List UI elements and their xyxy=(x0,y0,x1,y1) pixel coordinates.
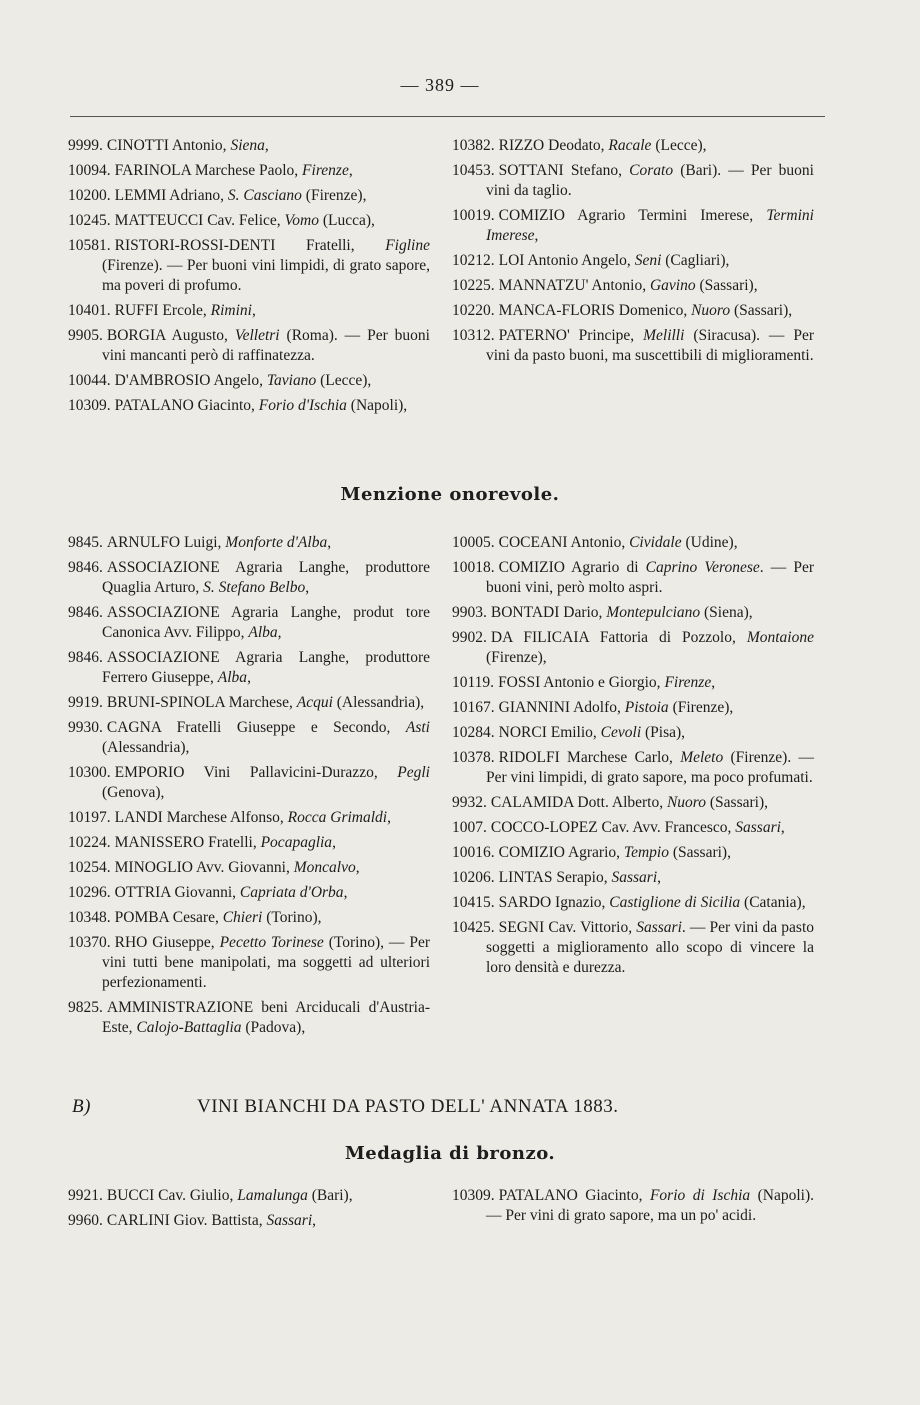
list-item xyxy=(68,808,430,828)
list-item xyxy=(68,371,430,391)
list-item xyxy=(452,868,814,888)
place-name: S. Casciano xyxy=(227,187,302,204)
entry-text: MANISSERO Fratelli, xyxy=(114,834,261,851)
place-name: Forio di Ischia xyxy=(649,1187,751,1204)
list-item xyxy=(452,818,814,838)
entry-text: SEGNI Cav. Vittorio, xyxy=(498,919,637,936)
entry-number: 10016. xyxy=(452,844,495,861)
place-name: Calojo-Battaglia xyxy=(136,1019,242,1036)
entry-number: 10415. xyxy=(452,894,495,911)
entry-text: , xyxy=(348,162,353,179)
entry-number: 10200. xyxy=(68,187,111,204)
entry-number: 10378. xyxy=(452,749,495,766)
entry-number: 10005. xyxy=(452,534,495,551)
list-item xyxy=(68,858,430,878)
entry-text: (Udine), xyxy=(681,534,738,551)
entry-text: ASSOCIAZIONE Agraria Langhe, produt tore Canonica Avv. Filippo, xyxy=(102,604,430,641)
entry-text: POMBA Cesare, xyxy=(114,909,223,926)
entry-number: 10382. xyxy=(452,137,495,154)
entry-text: MANNATZU' Antonio, xyxy=(498,277,650,294)
entry-text: PATERNO' Principe, xyxy=(498,327,644,344)
place-name: Corato xyxy=(629,162,674,179)
place-name: Rimini xyxy=(210,302,252,319)
entry-text: BONTADI Dario, xyxy=(490,604,607,621)
top-left-column xyxy=(68,136,430,421)
entry-number: 9846. xyxy=(68,559,103,576)
place-name: Firenze xyxy=(664,674,712,691)
entry-text: RISTORI-ROSSI-DENTI Fratelli, xyxy=(114,237,386,254)
entry-text: BRUNI-SPINOLA Marchese, xyxy=(106,694,297,711)
entry-number: 10044. xyxy=(68,372,111,389)
entry-text: , xyxy=(247,669,251,686)
entry-text: , xyxy=(711,674,716,691)
entry-number: 10309. xyxy=(452,1187,495,1204)
list-item xyxy=(452,673,814,693)
place-name: Asti xyxy=(405,719,430,736)
list-item xyxy=(68,998,430,1038)
entry-number: 10220. xyxy=(452,302,495,319)
list-item xyxy=(452,698,814,718)
list-item xyxy=(68,693,430,713)
entry-number: 1007. xyxy=(452,819,487,836)
place-name: Vomo xyxy=(284,212,319,229)
entry-text: ARNULFO Luigi, xyxy=(106,534,226,551)
place-name: Pegli xyxy=(397,764,430,781)
entry-text: (Lecce), xyxy=(316,372,372,389)
entry-number: 9932. xyxy=(452,794,487,811)
entry-number: 9905. xyxy=(68,327,103,344)
list-item xyxy=(68,763,430,803)
place-name: Capriata d'Orba xyxy=(239,884,344,901)
entry-number: 10224. xyxy=(68,834,111,851)
bronzo-right-column xyxy=(452,1186,814,1231)
entry-text: , xyxy=(305,579,310,596)
entry-number: 9921. xyxy=(68,1187,103,1204)
list-item xyxy=(452,558,814,598)
entry-text: (Siena), xyxy=(700,604,753,621)
entry-text: (Genova), xyxy=(102,784,165,801)
place-name: Nuoro xyxy=(691,302,731,319)
list-item xyxy=(452,628,814,668)
place-name: Rocca Grimaldi xyxy=(287,809,388,826)
entry-number: 10197. xyxy=(68,809,111,826)
menzione-heading: Menzione onorevole. xyxy=(340,484,560,505)
entry-number: 10284. xyxy=(452,724,495,741)
entry-text: (Torino), xyxy=(262,909,322,926)
entry-number: 9846. xyxy=(68,649,103,666)
place-name: Monforte d'Alba xyxy=(225,534,328,551)
entry-text: (Catania), xyxy=(740,894,806,911)
entry-text: (Roma). — Per buoni vini mancanti però di raffinatezza. xyxy=(102,327,430,364)
entry-text: DA FILICAIA Fattoria di Pozzolo, xyxy=(490,629,747,646)
entry-text: RIZZO Deodato, xyxy=(498,137,609,154)
list-item xyxy=(68,396,430,416)
list-item xyxy=(68,1186,430,1206)
entry-text: , xyxy=(277,624,282,641)
entry-text: , xyxy=(327,534,332,551)
entry-number: 10296. xyxy=(68,884,111,901)
entry-text: CARLINI Giov. Battista, xyxy=(106,1212,267,1229)
entry-number: 10581. xyxy=(68,237,111,254)
entry-text: , xyxy=(312,1212,316,1229)
place-name: Velletri xyxy=(234,327,280,344)
entry-text: COMIZIO Agrario di xyxy=(498,559,646,576)
place-name: Nuoro xyxy=(666,794,707,811)
place-name: Firenze xyxy=(302,162,349,179)
entry-text: ASSOCIAZIONE Agraria Langhe, produttore Quaglia Arturo, xyxy=(102,559,430,596)
list-item xyxy=(68,908,430,928)
entry-number: 10225. xyxy=(452,277,495,294)
entry-number: 9846. xyxy=(68,604,103,621)
entry-text: MINOGLIO Avv. Giovanni, xyxy=(114,859,294,876)
place-name: Chieri xyxy=(222,909,263,926)
section-title xyxy=(72,1096,832,1118)
entry-number: 10119. xyxy=(452,674,495,691)
entry-text: , xyxy=(264,137,269,154)
entry-text: (Bari), xyxy=(307,1187,353,1204)
entry-text: (Firenze), xyxy=(301,187,367,204)
list-item xyxy=(68,136,430,156)
section-title-text: VINI BIANCHI DA PASTO DELL' ANNATA 1883. xyxy=(197,1096,619,1117)
page-number: — 389 — xyxy=(400,75,480,95)
place-name: Cevoli xyxy=(600,724,642,741)
list-item xyxy=(68,161,430,181)
entry-number: 9960. xyxy=(68,1212,103,1229)
list-item xyxy=(452,723,814,743)
entry-text: , xyxy=(534,227,539,244)
entry-number: 10094. xyxy=(68,162,111,179)
entry-text: RIDOLFI Marchese Carlo, xyxy=(498,749,681,766)
list-item xyxy=(68,648,430,688)
entry-text: CINOTTI Antonio, xyxy=(106,137,231,154)
entry-text: (Lucca), xyxy=(318,212,375,229)
place-name: Montepulciano xyxy=(606,604,701,621)
entry-text: PATALANO Giacinto, xyxy=(498,1187,650,1204)
list-item xyxy=(68,211,430,231)
list-item xyxy=(452,301,814,321)
bronzo-heading: Medaglia di bronzo. xyxy=(344,1143,556,1164)
entry-number: 10348. xyxy=(68,909,111,926)
entry-text: (Sassari), xyxy=(730,302,793,319)
menzione-right-column xyxy=(452,533,814,983)
entry-text: . — Per buoni vini, però molto aspri. xyxy=(486,559,814,596)
entry-number: 10300. xyxy=(68,764,111,781)
entry-number: 10212. xyxy=(452,252,495,269)
entry-text: COMIZIO Agrario Termini Imerese, xyxy=(498,207,767,224)
place-name: Termini Imerese xyxy=(486,207,814,244)
entry-text: (Alessandria), xyxy=(332,694,425,711)
list-item xyxy=(452,793,814,813)
place-name: Tempio xyxy=(623,844,669,861)
entry-text: , xyxy=(251,302,256,319)
place-name: Taviano xyxy=(266,372,317,389)
entry-text: CAGNA Fratelli Giuseppe e Secondo, xyxy=(106,719,406,736)
entry-text: , xyxy=(332,834,336,851)
list-item xyxy=(452,893,814,913)
list-item xyxy=(68,1211,430,1231)
entry-text: (Napoli). — Per vini di grato sapore, ma un po' acidi. xyxy=(486,1187,814,1224)
place-name: Alba xyxy=(217,669,248,686)
list-item xyxy=(452,533,814,553)
entry-number: 10206. xyxy=(452,869,495,886)
entry-text: (Firenze), xyxy=(668,699,734,716)
place-name: S. Stefano Belbo xyxy=(203,579,306,596)
entry-text: (Cagliari), xyxy=(661,252,730,269)
entry-text: , xyxy=(387,809,391,826)
list-item xyxy=(68,603,430,643)
place-name: Sassari xyxy=(636,919,682,936)
entry-number: 9903. xyxy=(452,604,487,621)
place-name: Caprino Veronese xyxy=(645,559,760,576)
list-item xyxy=(68,883,430,903)
entry-text: EMPORIO Vini Pallavicini-Durazzo, xyxy=(114,764,398,781)
entry-text: COCCO-LOPEZ Cav. Avv. Francesco, xyxy=(490,819,736,836)
entry-text: (Napoli), xyxy=(346,397,408,414)
list-item xyxy=(68,533,430,553)
entry-text: BORGIA Augusto, xyxy=(106,327,235,344)
entry-text: , xyxy=(343,884,348,901)
place-name: Seni xyxy=(634,252,662,269)
entry-number: 10453. xyxy=(452,162,495,179)
list-item xyxy=(452,276,814,296)
entry-text: (Sassari), xyxy=(668,844,731,861)
entry-number: 10018. xyxy=(452,559,495,576)
entry-text: ASSOCIAZIONE Agraria Langhe, produttore Ferrero Giuseppe, xyxy=(102,649,430,686)
entry-number: 9825. xyxy=(68,999,103,1016)
entry-text: D'AMBROSIO Angelo, xyxy=(114,372,267,389)
entry-text: (Sassari), xyxy=(706,794,769,811)
entry-number: 10254. xyxy=(68,859,111,876)
entry-number: 10309. xyxy=(68,397,111,414)
list-item xyxy=(68,236,430,296)
menzione-left-column xyxy=(68,533,430,1043)
list-item xyxy=(68,186,430,206)
list-item xyxy=(68,558,430,598)
entry-text: (Firenze). — Per vini limpidi, di grato sapore, ma poco profumati. xyxy=(486,749,814,786)
entry-text: BUCCI Cav. Giulio, xyxy=(106,1187,238,1204)
entry-text: (Firenze). — Per buoni vini limpidi, di grato sapore, ma poveri di profumo. xyxy=(102,257,430,294)
entry-number: 10425. xyxy=(452,919,495,936)
list-item xyxy=(452,161,814,201)
entry-text: (Bari). — Per buoni vini da taglio. xyxy=(486,162,814,199)
entry-text: FARINOLA Marchese Paolo, xyxy=(114,162,303,179)
list-item xyxy=(68,301,430,321)
entry-number: 10245. xyxy=(68,212,111,229)
entry-text: SOTTANI Stefano, xyxy=(498,162,630,179)
place-name: Lamalunga xyxy=(237,1187,308,1204)
entry-text: SARDO Ignazio, xyxy=(498,894,610,911)
entry-text: (Sassari), xyxy=(695,277,758,294)
entry-text: (Torino), — Per vini tutti bene manipolati, ma soggetti ad ulteriori perfezionamenti. xyxy=(102,934,431,991)
entry-text: OTTRIA Giovanni, xyxy=(114,884,240,901)
entry-text: LINTAS Serapio, xyxy=(498,869,612,886)
list-item xyxy=(452,748,814,788)
entry-number: 10370. xyxy=(68,934,111,951)
entry-number: 9902. xyxy=(452,629,487,646)
list-item xyxy=(452,843,814,863)
header-rule xyxy=(70,116,825,117)
place-name: Acqui xyxy=(296,694,333,711)
place-name: Montaione xyxy=(746,629,814,646)
place-name: Sassari xyxy=(735,819,781,836)
entry-number: 10312. xyxy=(452,327,495,344)
entry-number: 9930. xyxy=(68,719,103,736)
entry-text: (Padova), xyxy=(241,1019,306,1036)
place-name: Racale xyxy=(608,137,652,154)
entry-text: FOSSI Antonio e Giorgio, xyxy=(498,674,665,691)
place-name: Forio d'Ischia xyxy=(258,397,347,414)
place-name: Pocapaglia xyxy=(260,834,333,851)
list-item xyxy=(452,918,814,978)
entry-text: . — Per vini da pasto soggetti a miglioramento allo scopo di vincere la loro densità e durezza. xyxy=(486,919,814,976)
entry-number: 10401. xyxy=(68,302,111,319)
place-name: Melilli xyxy=(643,327,685,344)
list-item xyxy=(452,251,814,271)
list-item xyxy=(68,718,430,758)
entry-number: 9845. xyxy=(68,534,103,551)
entry-text: MATTEUCCI Cav. Felice, xyxy=(114,212,285,229)
list-item xyxy=(452,136,814,156)
place-name: Alba xyxy=(248,624,278,641)
entry-text: AMMINISTRAZIONE beni Arciducali d'Austria-Este, xyxy=(102,999,430,1036)
place-name: Moncalvo xyxy=(293,859,356,876)
bronzo-left-column xyxy=(68,1186,430,1236)
entry-text: (Firenze), xyxy=(486,649,547,666)
entry-number: 10019. xyxy=(452,207,495,224)
list-item xyxy=(68,833,430,853)
entry-text: NORCI Emilio, xyxy=(498,724,601,741)
entry-text: (Alessandria), xyxy=(102,739,190,756)
list-item xyxy=(68,933,430,993)
list-item xyxy=(452,1186,814,1226)
place-name: Pistoia xyxy=(624,699,669,716)
section-letter: B) xyxy=(72,1096,91,1117)
entry-text: MANCA-FLORIS Domenico, xyxy=(498,302,692,319)
entry-text: LEMMI Adriano, xyxy=(114,187,228,204)
list-item xyxy=(452,206,814,246)
entry-text: RUFFI Ercole, xyxy=(114,302,211,319)
entry-text: GIANNINI Adolfo, xyxy=(498,699,625,716)
list-item xyxy=(452,603,814,623)
list-item xyxy=(68,326,430,366)
place-name: Cividale xyxy=(629,534,682,551)
place-name: Siena xyxy=(230,137,265,154)
entry-text: LANDI Marchese Alfonso, xyxy=(114,809,288,826)
top-right-column xyxy=(452,136,814,371)
place-name: Castiglione di Sicilia xyxy=(609,894,741,911)
entry-number: 10167. xyxy=(452,699,495,716)
entry-text: (Lecce), xyxy=(651,137,707,154)
entry-text: PATALANO Giacinto, xyxy=(114,397,259,414)
entry-text: (Siracusa). — Per vini da pasto buoni, ma suscettibili di miglioramenti. xyxy=(486,327,814,364)
place-name: Meleto xyxy=(680,749,724,766)
place-name: Sassari xyxy=(611,869,658,886)
entry-text: CALAMIDA Dott. Alberto, xyxy=(490,794,667,811)
entry-number: 9999. xyxy=(68,137,103,154)
place-name: Pecetto Torinese xyxy=(219,934,324,951)
entry-text: , xyxy=(657,869,661,886)
entry-text: , xyxy=(780,819,785,836)
place-name: Figline xyxy=(385,237,430,254)
place-name: Gavino xyxy=(649,277,696,294)
entry-text: , xyxy=(355,859,360,876)
entry-text: COMIZIO Agrario, xyxy=(498,844,624,861)
entry-text: (Pisa), xyxy=(641,724,686,741)
entry-number: 9919. xyxy=(68,694,103,711)
list-item xyxy=(452,326,814,366)
entry-text: COCEANI Antonio, xyxy=(498,534,630,551)
entry-text: LOI Antonio Angelo, xyxy=(498,252,635,269)
place-name: Sassari xyxy=(266,1212,313,1229)
entry-text: RHO Giuseppe, xyxy=(114,934,220,951)
